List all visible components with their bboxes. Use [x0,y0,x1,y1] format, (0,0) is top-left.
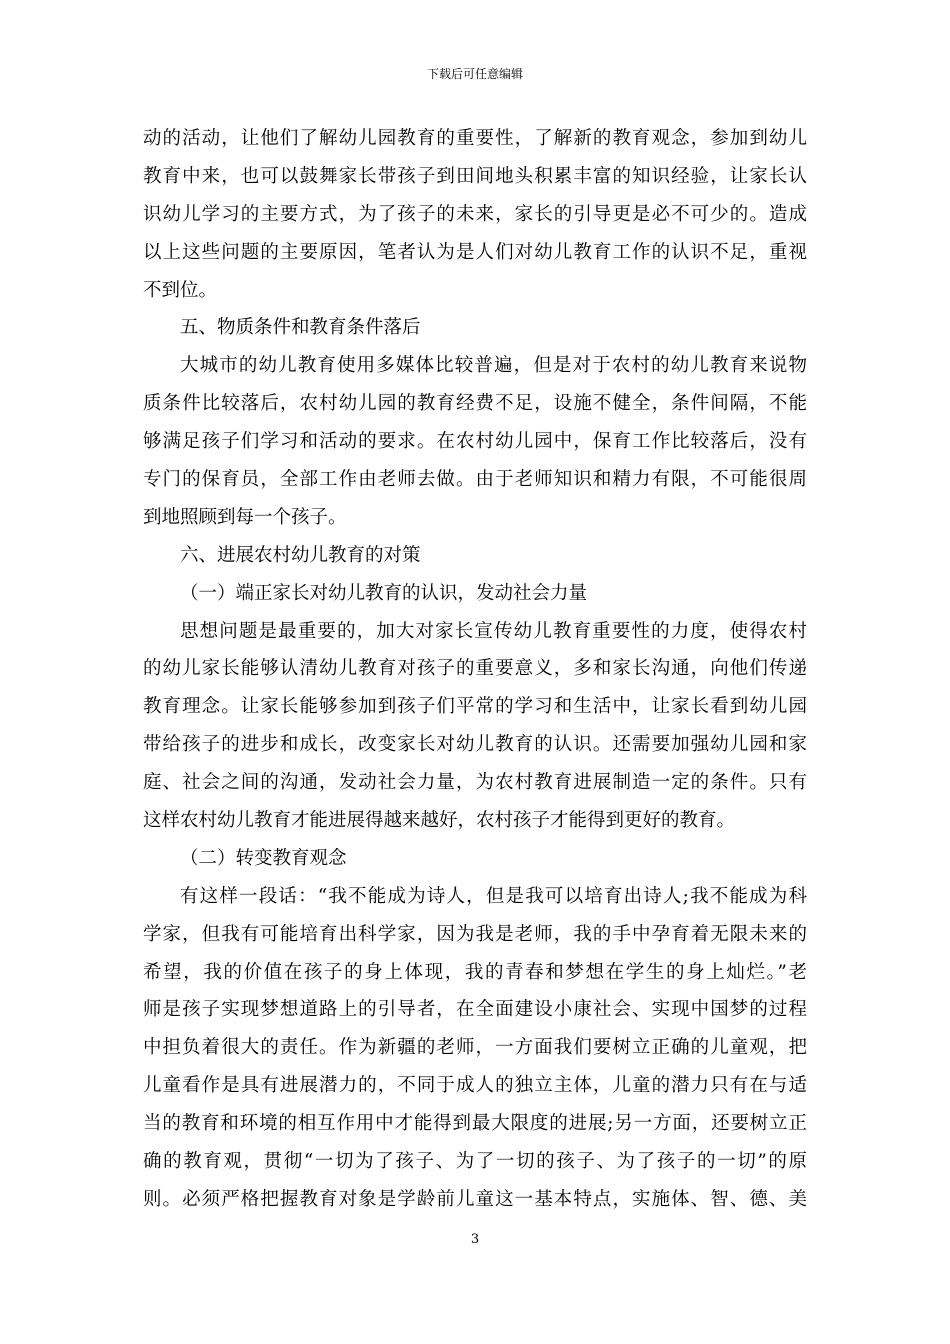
text-line: 师是孩子实现梦想道路上的引导者，在全面建设小康社会、实现中国梦的过程 [143,999,807,1021]
text-line: 这样农村幼儿教育才能进展得越来越好，农村孩子才能得到更好的教育。 [143,810,736,832]
text-line: 以上这些问题的主要原因，笔者认为是人们对幼儿教育工作的认识不足，重视 [143,241,807,263]
page-number: 3 [470,1232,480,1247]
text-line: 质条件比较落后，农村幼儿园的教育经费不足，设施不健全，条件间隔，不能 [143,393,807,415]
text-line: 的幼儿家长能够认清幼儿教育对孩子的重要意义，多和家长沟通，向他们传递 [143,658,807,680]
text-line: 中担负着很大的责任。作为新疆的老师，一方面我们要树立正确的儿童观，把 [143,1037,807,1059]
text-line: 希望，我的价值在孩子的身上体现，我的青春和梦想在学生的身上灿烂。”老 [143,961,807,983]
document-body [143,120,807,1219]
text-line: 专门的保育员，全部工作由老师去做。由于老师知识和精力有限，不可能很周 [143,469,807,491]
text-line: 不到位。 [143,279,218,301]
section-heading: 五、物质条件和教育条件落后 [180,317,421,339]
text-line: 动的活动，让他们了解幼儿园教育的重要性，了解新的教育观念，参加到幼儿 [143,128,807,149]
section-heading: 六、进展农村幼儿教育的对策 [180,544,421,566]
text-line: 儿童看作是具有进展潜力的，不同于成人的独立主体，儿童的潜力只有在与适 [143,1075,807,1097]
text-line: 带给孩子的进步和成长，改变家长对幼儿教育的认识。还需要加强幼儿园和家 [143,734,807,756]
text-line: 识幼儿学习的主要方式，为了孩子的未来，家长的引导更是必不可少的。造成 [143,203,807,225]
text-line: 思想问题是最重要的，加大对家长宣传幼儿教育重要性的力度，使得农村 [180,620,807,642]
subsection-heading: （二）转变教育观念 [180,847,347,869]
subsection-heading: （一）端正家长对幼儿教育的认识，发动社会力量 [180,582,588,604]
text-line: 教育理念。让家长能够参加到孩子们平常的学习和生活中，让家长看到幼儿园 [143,696,807,718]
text-line: 大城市的幼儿教育使用多媒体比较普遍，但是对于农村的幼儿教育来说物 [180,355,807,377]
page-header: 下载后可任意编辑 [426,67,523,81]
text-line: 到地照顾到每一个孩子。 [143,506,347,528]
text-line: 则。必须严格把握教育对象是学龄前儿童这一基本特点，实施体、智、德、美 [143,1188,807,1210]
text-line: 教育中来，也可以鼓舞家长带孩子到田间地头积累丰富的知识经验，让家长认 [143,165,807,187]
text-line: 够满足孩子们学习和活动的要求。在农村幼儿园中，保育工作比较落后，没有 [143,431,807,453]
text-line: 有这样一段话：“我不能成为诗人，但是我可以培育出诗人;我不能成为科 [180,885,807,907]
text-line: 庭、社会之间的沟通，发动社会力量，为农村教育进展制造一定的条件。只有 [143,772,807,794]
text-line: 确的教育观，贯彻“一切为了孩子、为了一切的孩子、为了孩子的一切”的原 [143,1151,807,1173]
text-line: 当的教育和环境的相互作用中才能得到最大限度的进展;另一方面，还要树立正 [143,1113,807,1135]
text-line: 学家，但我有可能培育出科学家，因为我是老师，我的手中孕育着无限未来的 [143,923,807,945]
